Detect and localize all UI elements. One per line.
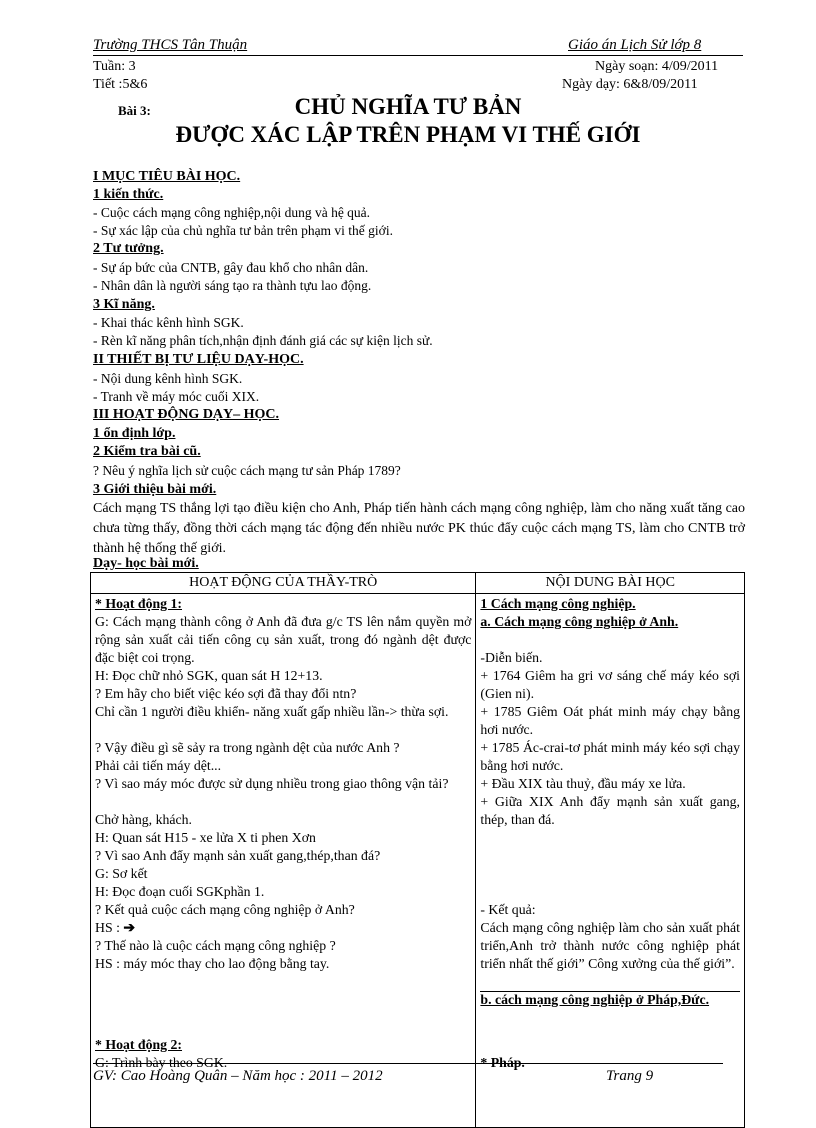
thought-heading: 2 Tư tưởng.: [93, 241, 164, 256]
arrow-right-icon: ➔: [123, 920, 135, 935]
student-answer: HS : máy móc thay cho lao động bằng tay.: [95, 956, 330, 971]
step-stabilize: 1 ổn định lớp.: [93, 426, 176, 441]
skills-heading: 3 Kĩ năng.: [93, 297, 155, 312]
result-label: - Kết quả:: [480, 902, 536, 917]
thought-item: - Sự áp bức của CNTB, gây đau khổ cho nhân dân.: [93, 260, 369, 275]
question: ? Thế nào là cuộc cách mạng công nghiệp ?: [95, 938, 336, 953]
equipment-item: - Tranh về máy móc cuối XIX.: [93, 389, 260, 404]
subject-name: Giáo án Lịch Sử lớp 8: [568, 37, 702, 53]
question: ? Vì sao Anh đẩy mạnh sản xuất gang,thép,than đá?: [95, 848, 381, 863]
lesson-title-line2: ĐƯỢC XÁC LẬP TRÊN PHẠM VI THẾ GIỚI: [175, 122, 641, 147]
header-divider: [93, 55, 743, 56]
step-introduce: 3 Giới thiệu bài mới.: [93, 482, 217, 497]
knowledge-item: - Sự xác lập của chủ nghĩa tư bản trên phạm vi thế giới.: [93, 223, 393, 238]
event-item: + 1785 Ác-crai-tơ phát minh máy kéo sợi chạy bằng hơi nước.: [480, 740, 740, 773]
content-cell: [476, 594, 745, 1128]
answer: Chở hàng, khách.: [95, 812, 192, 827]
footer-author: GV: Cao Hoàng Quân – Năm học : 2011 – 2012: [93, 1068, 383, 1084]
event-item: + 1764 Giêm ha gri vơ sáng chế máy kéo sợi (Gien ni).: [480, 668, 740, 701]
teacher-note: G: Cách mạng thành công ở Anh đã đưa g/c TS lên nắm quyền mở rộng sản xuất cải tiến công cụ sản xuất, trong đó ngành dệt được đặc biệt coi trọng.: [95, 614, 472, 665]
page-number: Trang 9: [606, 1068, 654, 1084]
question: ? Em hãy cho biết việc kéo sợi đã thay đổi ntn?: [95, 686, 357, 701]
knowledge-heading: 1 kiến thức.: [93, 187, 164, 202]
week-label: Tuần: 3: [93, 59, 136, 74]
question: ? Vì sao máy móc được sử dụng nhiều trong giao thông vận tải?: [95, 776, 449, 791]
lesson-title-line1: CHỦ NGHĨA TƯ BẢN: [294, 94, 522, 119]
intro-paragraph: Cách mạng TS thắng lợi tạo điều kiện cho Anh, Pháp tiến hành cách mạng công nghiệp, làm cho năng xuất tăng cao chưa từng thấy, đồng thời cách mạng tác động đến nhiều nước PK thúc đẩy cuộc cách mạng TS, làm cho CNTB trở thành hệ thống thế giới.: [93, 501, 745, 556]
student-answer-label: HS :: [95, 920, 120, 935]
step-new-lesson: Dạy- học bài mới.: [93, 556, 199, 571]
student-task: H: Quan sát H15 - xe lửa X ti phen Xơn: [95, 830, 316, 845]
skills-item: - Rèn kĩ năng phân tích,nhận định đánh giá các sự kiện lịch sử.: [93, 333, 433, 348]
school-name: Trường THCS Tân Thuận: [93, 37, 248, 53]
student-answer: [95, 919, 471, 937]
answer: Chỉ cần 1 người điều khiển- năng xuất gấp nhiều lần-> thừa sợi.: [95, 704, 449, 719]
lesson-number: Bài 3:: [118, 103, 151, 118]
equipment-item: - Nội dung kênh hình SGK.: [93, 371, 243, 386]
activities-cell: [91, 594, 476, 1128]
knowledge-item: - Cuộc cách mạng công nghiệp,nội dung và hệ quả.: [93, 205, 371, 220]
event-item: + 1785 Giêm Oát phát minh máy chạy bằng hơi nước.: [480, 704, 740, 737]
row-divider: [480, 991, 740, 992]
review-question: ? Nêu ý nghĩa lịch sử cuộc cách mạng tư sản Pháp 1789?: [93, 463, 401, 478]
activity-1-label: * Hoạt động 1:: [95, 596, 183, 611]
event-item: + Giữa XIX Anh đẩy mạnh sản xuất gang, thép, than đá.: [480, 794, 740, 827]
step-review: 2 Kiểm tra bài cũ.: [93, 444, 201, 459]
france-label: * Pháp.: [480, 1055, 525, 1070]
section-industrial-revolution: 1 Cách mạng công nghiệp.: [480, 596, 636, 611]
answer: Phải cải tiến máy dệt...: [95, 758, 222, 773]
objectives-heading: I MỤC TIÊU BÀI HỌC.: [93, 169, 241, 184]
event-item: + Đầu XIX tàu thuỷ, đầu máy xe lửa.: [480, 776, 686, 791]
question: ? Vậy điều gì sẽ sảy ra trong ngành dệt của nước Anh ?: [95, 740, 400, 755]
thought-item: - Nhân dân là người sáng tạo ra thành tựu lao động.: [93, 278, 372, 293]
teacher-note: G: Sơ kết: [95, 866, 148, 881]
teacher-note: G: Trình bày theo SGK.: [95, 1055, 228, 1070]
skills-item: - Khai thác kênh hình SGK.: [93, 315, 244, 330]
question: ? Kết quả cuộc cách mạng công nghiệp ở Anh?: [95, 902, 355, 917]
activities-heading: III HOẠT ĐỘNG DẠY– HỌC.: [93, 407, 280, 422]
activity-table: [90, 572, 745, 1128]
activity-2-label: * Hoạt động 2:: [95, 1037, 183, 1052]
date-taught: Ngày dạy: 6&8/09/2011: [562, 77, 698, 92]
date-written: Ngày soạn: 4/09/2011: [595, 59, 719, 74]
result-text: Cách mạng công nghiệp làm cho sản xuất phát triển,Anh trở thành nước công nghiệp phát triển nhất thế giới” Công xưởng của thế giới”.: [480, 920, 740, 971]
subsection-france-germany: b. cách mạng công nghiệp ở Pháp,Đức.: [480, 992, 710, 1007]
progress-label: -Diễn biến.: [480, 650, 543, 665]
col-header-activities: HOẠT ĐỘNG CỦA THẦY-TRÒ: [91, 573, 476, 594]
subsection-england: a. Cách mạng công nghiệp ở Anh.: [480, 614, 679, 629]
equipment-heading: II THIẾT BỊ TƯ LIỆU DẠY-HỌC.: [93, 352, 304, 367]
period-label: Tiết :5&6: [93, 77, 148, 92]
student-task: H: Đọc chữ nhỏ SGK, quan sát H 12+13.: [95, 668, 323, 683]
col-header-content: NỘI DUNG BÀI HỌC: [476, 573, 745, 594]
footer-divider: [93, 1063, 723, 1064]
student-task: H: Đọc đoạn cuối SGKphần 1.: [95, 884, 265, 899]
